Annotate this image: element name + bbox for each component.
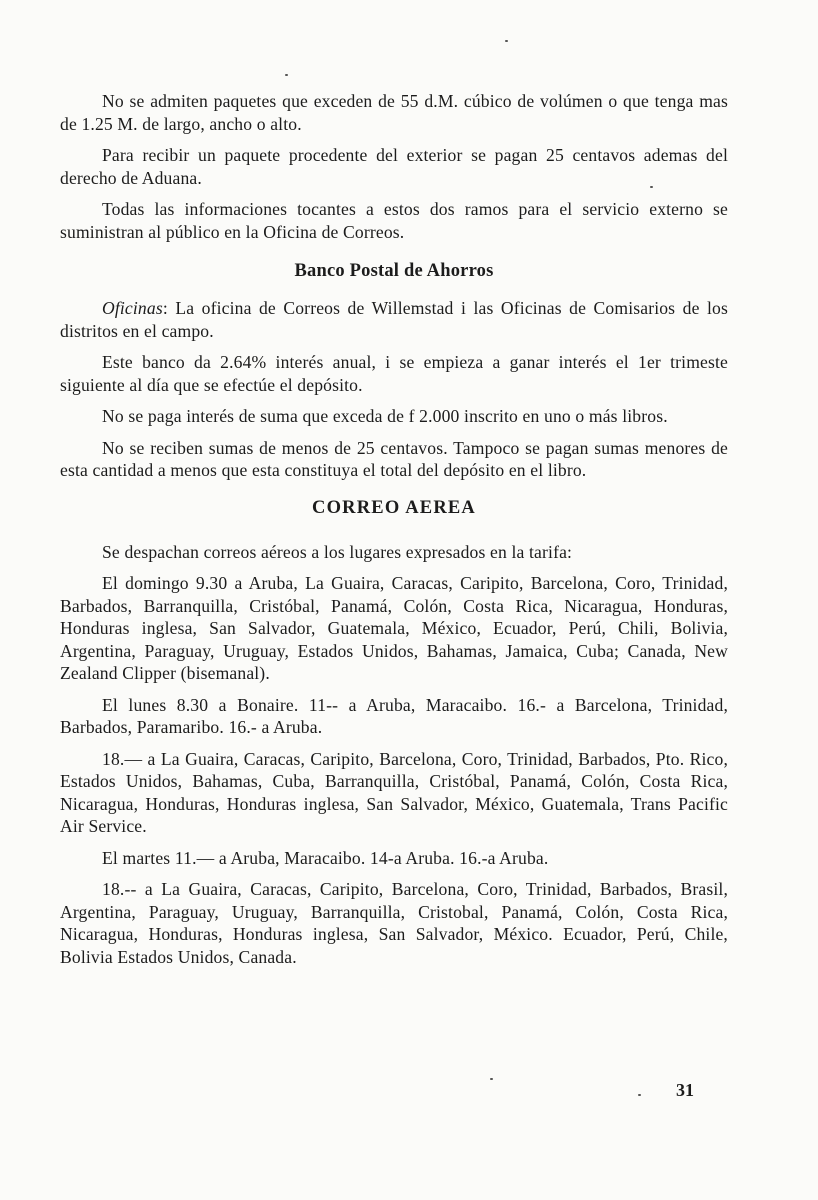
paragraph-paquetes-limite: No se admiten paquetes que exceden de 55 d.M. cúbico de volúmen o que tenga mas de 1.25 M. de largo, ancho o alto.: [60, 91, 728, 134]
paragraph-interes-anual: Este banco da 2.64% interés anual, i se empieza a ganar interés el 1er trimeste siguiente al día que se efectúe el depósito.: [60, 352, 728, 395]
paragraph-interes-limite: No se paga interés de suma que exceda de f 2.000 inscrito en uno o más libros.: [102, 406, 668, 426]
page-number: 31: [676, 1080, 694, 1100]
paragraph-martes-18: 18.-- a La Guaira, Caracas, Caripito, Barcelona, Coro, Trinidad, Barbados, Brasil, Argentina, Paraguay, Uruguay, Barranquilla, Cristobal, Panamá, Colón, Costa Rica, Nicaragua, Honduras, Honduras inglesa, San Salvador, México. Ecuador, Perú, Chile, Bolivia Estados Unidos, Canada.: [60, 879, 728, 967]
print-speck: [638, 1094, 641, 1096]
oficinas-label: Oficinas: [102, 298, 163, 318]
print-speck: [505, 40, 508, 42]
paragraph-martes: El martes 11.— a Aruba, Maracaibo. 14-a Aruba. 16.-a Aruba.: [102, 847, 549, 868]
paragraph-domingo: El domingo 9.30 a Aruba, La Guaira, Caracas, Caripito, Barcelona, Coro, Trinidad, Barbados, Barranquilla, Cristóbal, Panamá, Colón, Costa Rica, Nicaragua, Honduras, Honduras inglesa, San Salvador, Guatemala, México, Ecuador, Perú, Chili, Bolivia, Argentina, Paraguay, Uruguay, Estados Unidos, Bahamas, Jamaica, Cuba; Canada, New Zealand Clipper (bisemanal).: [60, 573, 728, 683]
paragraph-sumas-minimas: No se reciben sumas de menos de 25 centavos. Tampoco se pagan sumas menores de esta cantidad a menos que esta constituya el total del depósito en el libro.: [60, 437, 728, 480]
paragraph-paquetes-exterior: Para recibir un paquete procedente del exterior se pagan 25 centavos ademas del derecho de Aduana.: [60, 145, 728, 188]
paragraph-lunes: El lunes 8.30 a Bonaire. 11-- a Aruba, Maracaibo. 16.- a Barcelona, Trinidad, Barbados, Paramaribo. 16.- a Aruba.: [60, 694, 728, 737]
oficinas-text: : La oficina de Correos de Willemstad i las Oficinas de Comisarios de los distritos en el campo.: [60, 298, 728, 341]
paragraph-lunes-18: 18.— a La Guaira, Caracas, Caripito, Barcelona, Coro, Trinidad, Barbados, Pto. Rico, Estados Unidos, Bahamas, Cuba, Barranquilla, Cristóbal, Panamá, Colón, Costa Rica, Nicaragua, Honduras, Honduras inglesa, San Salvador, México, Guatemala, Trans Pacific Air Service.: [60, 748, 728, 836]
heading-banco-postal: Banco Postal de Ahorros: [294, 261, 494, 281]
print-speck: [490, 1078, 493, 1080]
document-page: [60, 90, 728, 977]
heading-correo-aerea: CORREO AEREA: [312, 497, 476, 518]
paragraph-oficinas: [60, 297, 728, 342]
print-speck: [285, 74, 288, 76]
paragraph-despachan: Se despachan correos aéreos a los lugares expresados en la tarifa:: [102, 541, 573, 562]
print-speck: [650, 186, 653, 188]
paragraph-informaciones: Todas las informaciones tocantes a estos dos ramos para el servicio externo se suministran al público en la Oficina de Correos.: [60, 199, 728, 242]
